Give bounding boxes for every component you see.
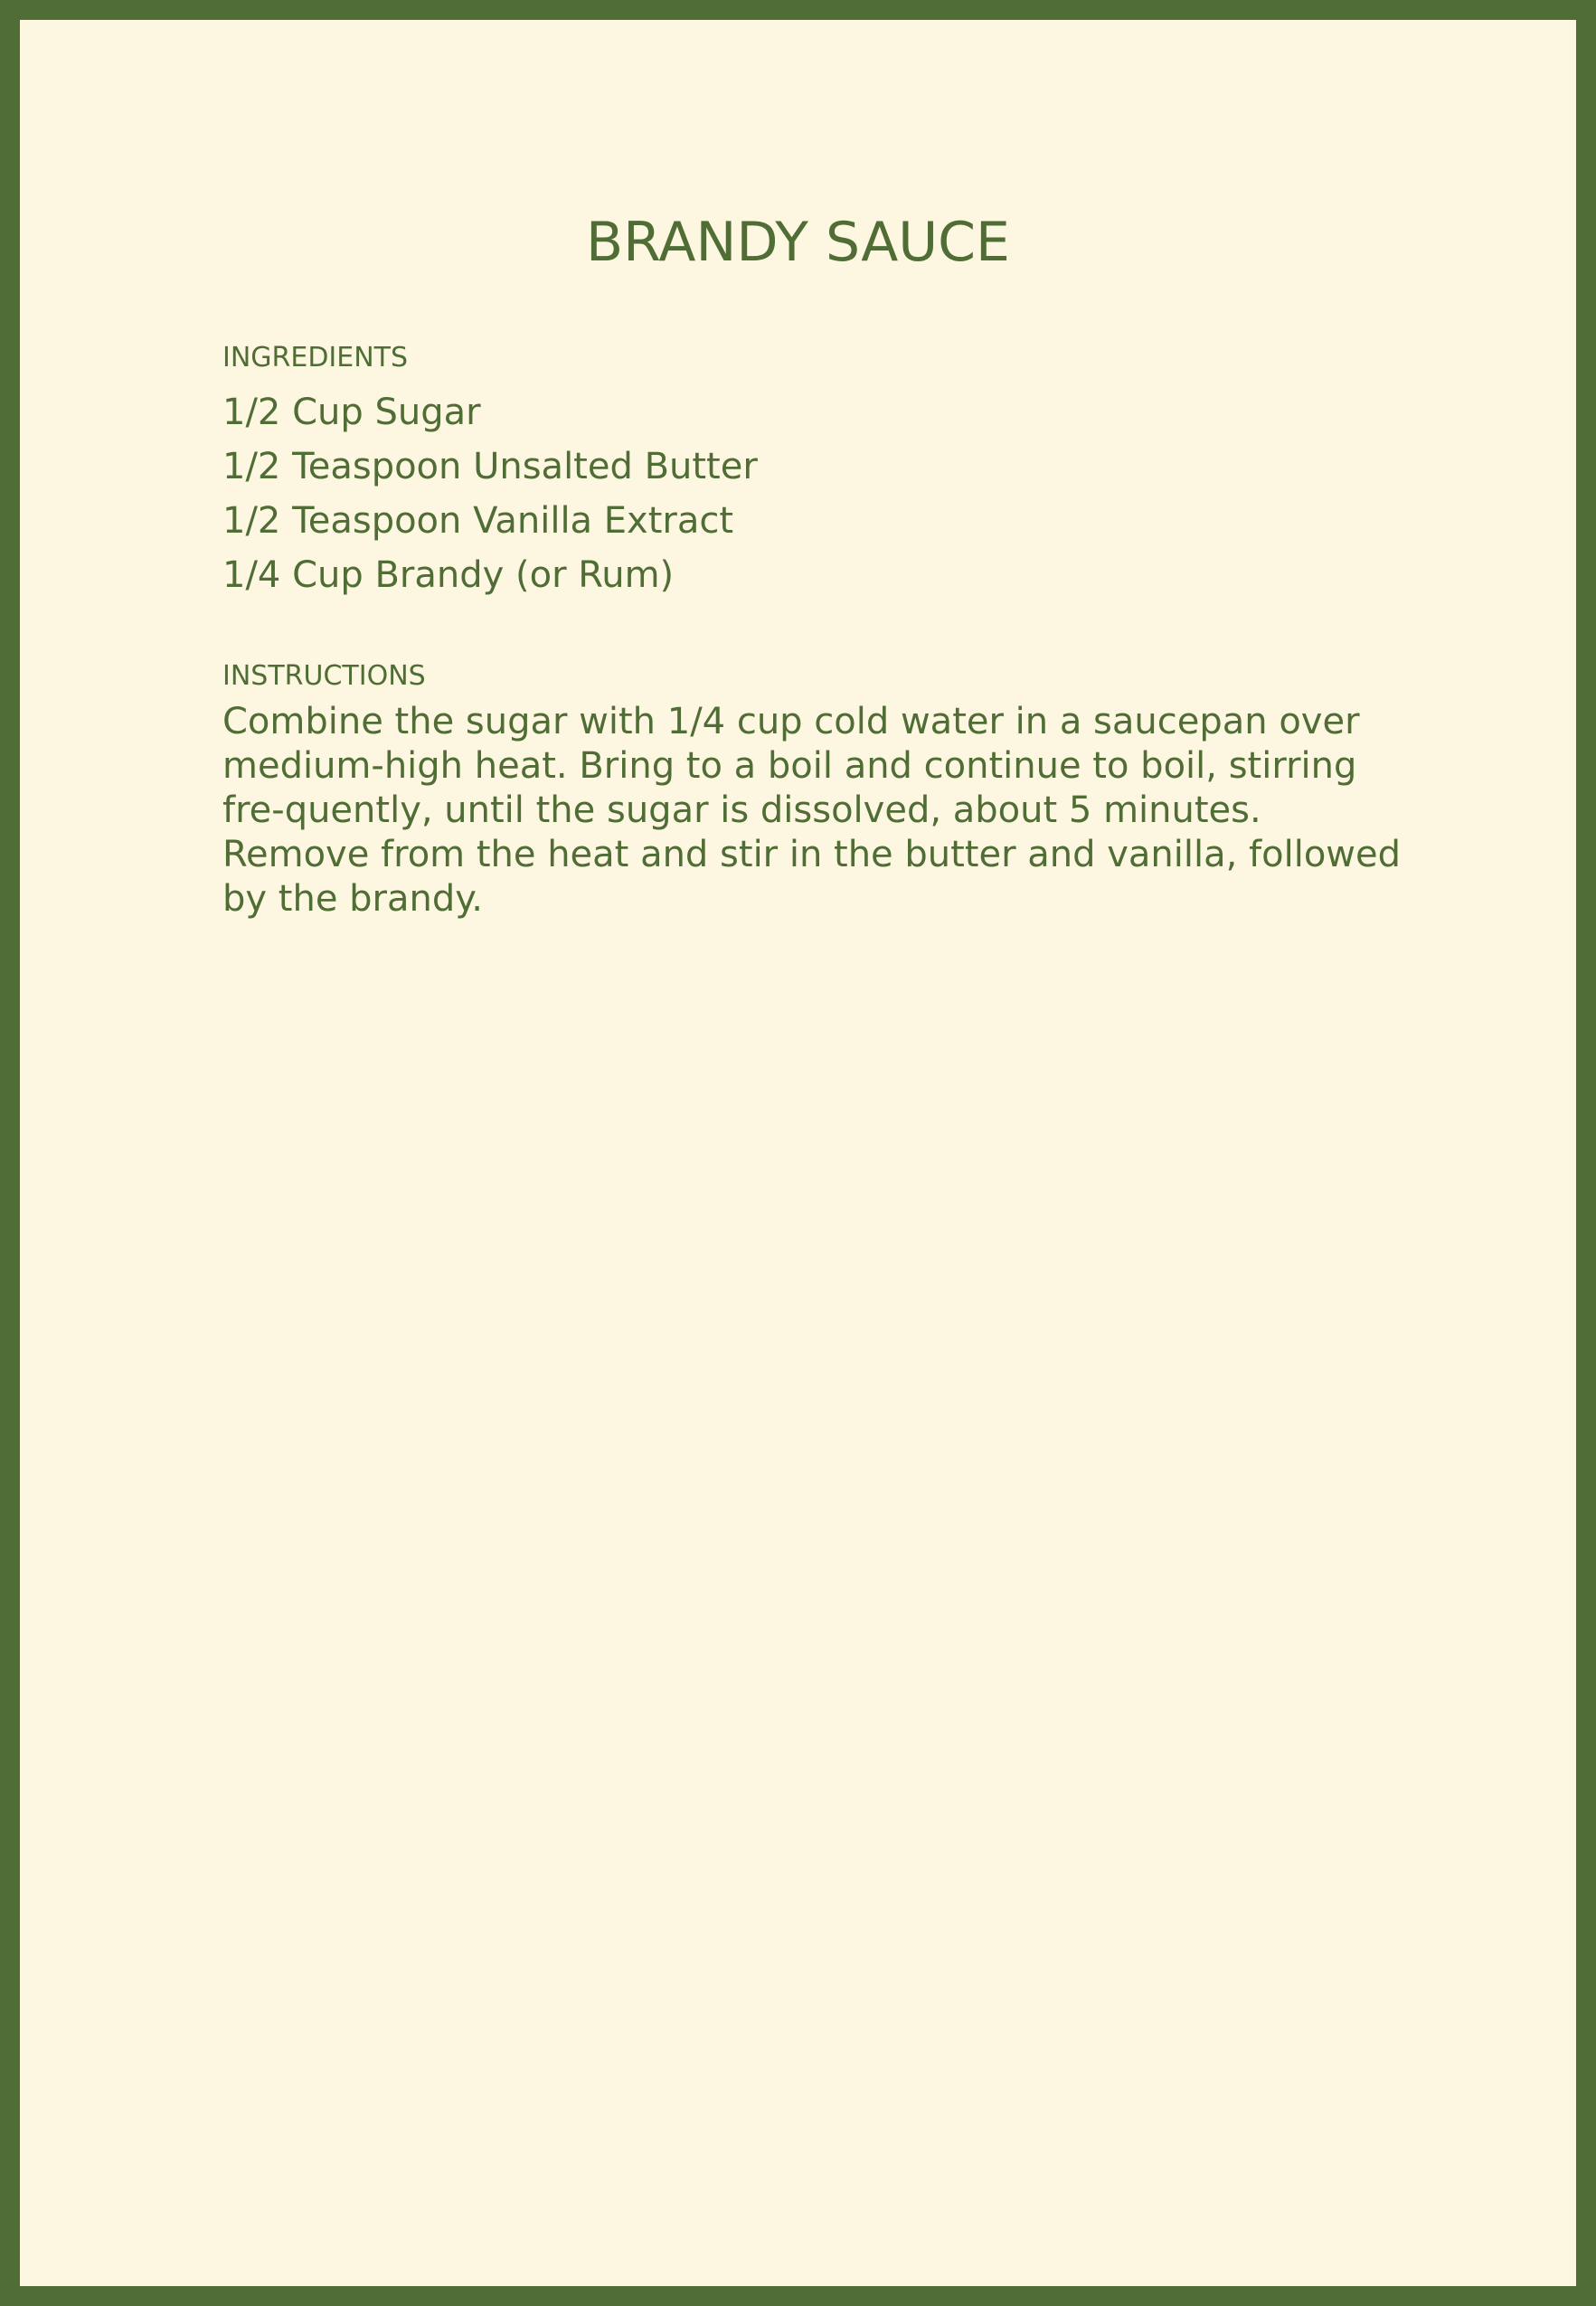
instructions-heading: INSTRUCTIONS [222, 660, 426, 692]
instructions-text: Combine the sugar with 1/4 cup cold water in a saucepan over medium-high heat. Bring to a boil and continue to boil, stirring fre-quently, until the sugar is dissolved, about 5 minutes. Remove from the heat and stir in the butter and vanilla, followed by the brandy. [222, 701, 1402, 920]
ingredient-item: 1/2 Teaspoon Unsalted Butter [222, 446, 758, 487]
ingredient-item: 1/4 Cup Brandy (or Rum) [222, 554, 675, 596]
ingredients-heading: INGREDIENTS [222, 342, 409, 373]
recipe-card [20, 20, 1576, 2286]
ingredient-item: 1/2 Teaspoon Vanilla Extract [222, 500, 734, 542]
ingredient-item: 1/2 Cup Sugar [222, 392, 481, 433]
ingredients-list [222, 385, 758, 602]
recipe-title: BRANDY SAUCE [586, 211, 1010, 274]
